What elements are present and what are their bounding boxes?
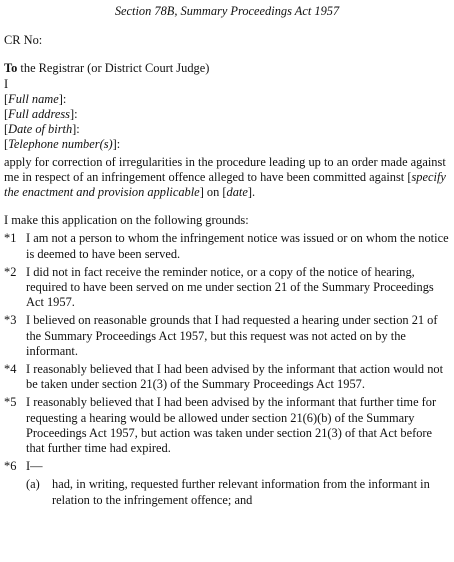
ground-item: [4, 265, 450, 311]
field-full-name: [Full name]:: [4, 91, 67, 106]
ground-item: [4, 459, 450, 474]
addressee-line: [4, 61, 450, 76]
ground-number: *4: [4, 362, 17, 377]
enactment-placeholder: specify the enactment and provision applicable: [4, 169, 446, 200]
sub-item-label: (a): [26, 477, 40, 492]
application-statement: apply for correction of irregularities in the procedure leading up to an order made against me in respect of an infringement offence alleged to have been committed against [specify the enactment and provision applicable] on [date].: [4, 154, 446, 200]
ground-item: [4, 231, 450, 261]
field-full-address-label: Full address: [8, 107, 70, 122]
addressee-to-label: To: [4, 61, 18, 76]
date-placeholder: date: [226, 185, 248, 200]
ground-text: I—: [26, 459, 43, 474]
cr-number-label: CR No:: [4, 33, 43, 48]
field-full-name-label: Full name: [8, 91, 59, 106]
ground-item: [4, 395, 450, 456]
form-header: Section 78B, Summary Proceedings Act 1957: [114, 4, 340, 18]
ground-item: [4, 362, 450, 392]
ground-text: I did not in fact receive the reminder notice, or a copy of the notice of hearing, required to have been served on me under section 21 of the Summary Proceedings Act 1957.: [26, 264, 434, 310]
ground-number: *5: [4, 395, 17, 410]
field-date-of-birth: [Date of birth]:: [4, 122, 80, 137]
applicant-pronoun: I: [4, 76, 9, 91]
ground-number: *6: [4, 459, 17, 474]
grounds-intro: I make this application on the following grounds:: [4, 213, 249, 228]
field-date-of-birth-label: Date of birth: [8, 122, 73, 137]
ground-number: *3: [4, 313, 17, 328]
field-full-address: [Full address]:: [4, 107, 78, 122]
field-telephone: [Telephone number(s)]:: [4, 137, 121, 152]
ground-item: [4, 313, 450, 359]
addressee-text: the Registrar (or District Court Judge): [17, 61, 210, 76]
ground-text: I believed on reasonable grounds that I had requested a hearing under section 21 of the Summary Proceedings Act 1957, but this request was not acted on by the informant.: [26, 313, 438, 358]
ground-number: *1: [4, 231, 17, 246]
sub-item: [26, 477, 450, 507]
field-telephone-label: Telephone number(s): [8, 137, 113, 152]
ground-number: *2: [4, 264, 17, 279]
ground-text: I reasonably believed that I had been advised by the informant that action would not be taken under section 21(3) of the Summary Proceedings Act 1957.: [26, 362, 444, 392]
ground-text: I reasonably believed that I had been advised by the informant that further time for requesting a hearing would be allowed under section 21(6)(b) of the Summary Proceedings Act 1957, but action was taken under section 21(3) of that Act before that further time had expired.: [26, 395, 437, 456]
ground-text: I am not a person to whom the infringement notice was issued or on whom the notice is deemed to have been served.: [26, 231, 449, 261]
sub-item-text: had, in writing, requested further relevant information from the informant in relation to the infringement offence; and: [52, 477, 430, 507]
